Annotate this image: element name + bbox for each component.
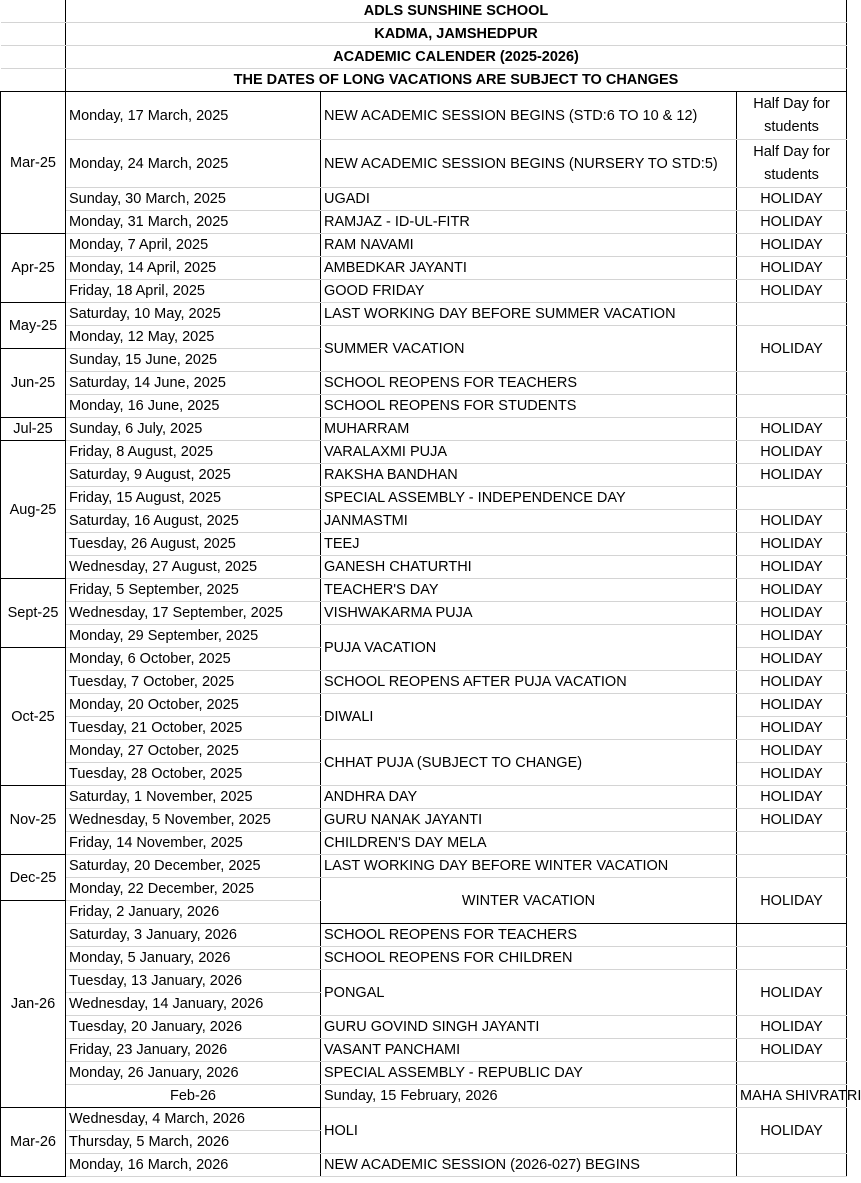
date-cell: Monday, 6 October, 2025 — [66, 648, 321, 671]
month-label: Dec-25 — [1, 855, 66, 901]
event-cell: MAHA SHIVRATRI — [737, 1085, 847, 1108]
status-cell: HOLIDAY — [737, 464, 847, 487]
status-cell: HOLIDAY — [737, 786, 847, 809]
event-cell: SCHOOL REOPENS AFTER PUJA VACATION — [321, 671, 737, 694]
table-row — [1, 1062, 847, 1085]
status-cell — [737, 487, 847, 510]
date-cell: Monday, 12 May, 2025 — [66, 326, 321, 349]
month-label: Jan-26 — [1, 901, 66, 1108]
table-row — [1, 140, 847, 188]
status-cell — [737, 855, 847, 878]
event-cell: NEW ACADEMIC SESSION BEGINS (NURSERY TO STD:5) — [321, 140, 737, 188]
status-cell: Half Day for students — [737, 140, 847, 188]
table-row — [1, 533, 847, 556]
status-cell: HOLIDAY — [737, 970, 847, 1016]
table-row — [1, 694, 847, 717]
vacation-note: THE DATES OF LONG VACATIONS ARE SUBJECT TO CHANGES — [66, 69, 847, 92]
event-cell: CHHAT PUJA (SUBJECT TO CHANGE) — [321, 740, 737, 786]
date-cell: Tuesday, 7 October, 2025 — [66, 671, 321, 694]
event-cell: JANMASTMI — [321, 510, 737, 533]
date-cell: Saturday, 14 June, 2025 — [66, 372, 321, 395]
date-cell: Monday, 27 October, 2025 — [66, 740, 321, 763]
status-cell: HOLIDAY — [737, 809, 847, 832]
table-row — [1, 878, 847, 901]
table-row — [1, 441, 847, 464]
calendar-title: ACADEMIC CALENDER (2025-2026) — [66, 46, 847, 69]
month-label: Aug-25 — [1, 441, 66, 579]
status-cell — [737, 1154, 847, 1177]
status-cell: HOLIDAY — [737, 717, 847, 740]
date-cell: Wednesday, 4 March, 2026 — [66, 1108, 321, 1131]
status-cell: HOLIDAY — [737, 533, 847, 556]
date-cell: Monday, 20 October, 2025 — [66, 694, 321, 717]
month-label: Nov-25 — [1, 786, 66, 855]
date-cell: Friday, 14 November, 2025 — [66, 832, 321, 855]
table-row — [1, 1108, 847, 1131]
date-cell: Tuesday, 20 January, 2026 — [66, 1016, 321, 1039]
date-cell: Tuesday, 21 October, 2025 — [66, 717, 321, 740]
school-name: ADLS SUNSHINE SCHOOL — [66, 0, 847, 23]
month-label: Oct-25 — [1, 648, 66, 786]
date-cell: Wednesday, 5 November, 2025 — [66, 809, 321, 832]
event-cell: SPECIAL ASSEMBLY - INDEPENDENCE DAY — [321, 487, 737, 510]
date-cell: Tuesday, 28 October, 2025 — [66, 763, 321, 786]
event-cell: NEW ACADEMIC SESSION (2026-027) BEGINS — [321, 1154, 737, 1177]
month-label: May-25 — [1, 303, 66, 349]
table-row — [1, 579, 847, 602]
date-cell: Saturday, 9 August, 2025 — [66, 464, 321, 487]
status-cell: HOLIDAY — [737, 1016, 847, 1039]
date-cell: Friday, 2 January, 2026 — [66, 901, 321, 924]
event-cell: PUJA VACATION — [321, 625, 737, 671]
event-cell: TEEJ — [321, 533, 737, 556]
date-cell: Thursday, 5 March, 2026 — [66, 1131, 321, 1154]
table-row — [1, 809, 847, 832]
date-cell: Saturday, 10 May, 2025 — [66, 303, 321, 326]
table-row — [1, 395, 847, 418]
date-cell: Wednesday, 27 August, 2025 — [66, 556, 321, 579]
event-cell: TEACHER'S DAY — [321, 579, 737, 602]
table-row — [1, 211, 847, 234]
date-cell: Monday, 26 January, 2026 — [66, 1062, 321, 1085]
table-row — [1, 280, 847, 303]
month-label: Mar-25 — [1, 92, 66, 234]
event-cell: RAKSHA BANDHAN — [321, 464, 737, 487]
event-cell: GURU GOVIND SINGH JAYANTI — [321, 1016, 737, 1039]
table-row — [1, 303, 847, 326]
status-cell: HOLIDAY — [737, 878, 847, 924]
event-cell: SUMMER VACATION — [321, 326, 737, 372]
event-cell: LAST WORKING DAY BEFORE WINTER VACATION — [321, 855, 737, 878]
event-cell: CHILDREN'S DAY MELA — [321, 832, 737, 855]
status-cell — [737, 303, 847, 326]
date-cell: Monday, 14 April, 2025 — [66, 257, 321, 280]
date-cell: Friday, 5 September, 2025 — [66, 579, 321, 602]
event-cell: SCHOOL REOPENS FOR TEACHERS — [321, 924, 737, 947]
status-cell: HOLIDAY — [737, 441, 847, 464]
date-cell: Saturday, 16 August, 2025 — [66, 510, 321, 533]
date-cell: Monday, 16 March, 2026 — [66, 1154, 321, 1177]
event-cell: PONGAL — [321, 970, 737, 1016]
date-cell: Sunday, 15 February, 2026 — [321, 1085, 737, 1108]
event-cell: AMBEDKAR JAYANTI — [321, 257, 737, 280]
table-row — [1, 372, 847, 395]
month-label: Jun-25 — [1, 349, 66, 418]
status-cell: HOLIDAY — [737, 579, 847, 602]
status-cell — [737, 372, 847, 395]
status-cell — [737, 832, 847, 855]
status-cell: HOLIDAY — [737, 188, 847, 211]
table-row — [1, 464, 847, 487]
date-cell: Monday, 5 January, 2026 — [66, 947, 321, 970]
status-cell: HOLIDAY — [737, 234, 847, 257]
status-cell: HOLIDAY — [737, 648, 847, 671]
event-cell: GURU NANAK JAYANTI — [321, 809, 737, 832]
table-row — [1, 188, 847, 211]
header-row-location — [1, 23, 847, 46]
event-cell: VASANT PANCHAMI — [321, 1039, 737, 1062]
event-cell: SPECIAL ASSEMBLY - REPUBLIC DAY — [321, 1062, 737, 1085]
event-cell: RAM NAVAMI — [321, 234, 737, 257]
status-cell: HOLIDAY — [737, 763, 847, 786]
table-row — [1, 855, 847, 878]
date-cell: Monday, 16 June, 2025 — [66, 395, 321, 418]
date-cell: Wednesday, 17 September, 2025 — [66, 602, 321, 625]
date-cell: Monday, 31 March, 2025 — [66, 211, 321, 234]
table-row — [1, 625, 847, 648]
table-row — [1, 510, 847, 533]
month-label: Mar-26 — [1, 1108, 66, 1177]
status-cell: HOLIDAY — [737, 211, 847, 234]
event-cell: RAMJAZ - ID-UL-FITR — [321, 211, 737, 234]
date-cell: Monday, 22 December, 2025 — [66, 878, 321, 901]
month-label: Apr-25 — [1, 234, 66, 303]
month-label: Jul-25 — [1, 418, 66, 441]
month-label: Sept-25 — [1, 579, 66, 648]
table-row — [1, 92, 847, 140]
table-row — [1, 556, 847, 579]
status-cell: HOLIDAY — [737, 625, 847, 648]
date-cell: Tuesday, 13 January, 2026 — [66, 970, 321, 993]
header-row-title — [1, 46, 847, 69]
status-cell: HOLIDAY — [737, 740, 847, 763]
status-cell — [737, 395, 847, 418]
event-cell: SCHOOL REOPENS FOR STUDENTS — [321, 395, 737, 418]
table-row — [1, 1154, 847, 1177]
header-row-school — [1, 0, 847, 23]
date-cell: Sunday, 6 July, 2025 — [66, 418, 321, 441]
table-row — [1, 786, 847, 809]
status-cell: HOLIDAY — [737, 280, 847, 303]
table-row — [1, 947, 847, 970]
table-row — [1, 740, 847, 763]
event-cell: UGADI — [321, 188, 737, 211]
date-cell: Saturday, 1 November, 2025 — [66, 786, 321, 809]
status-cell — [737, 1062, 847, 1085]
date-cell: Saturday, 20 December, 2025 — [66, 855, 321, 878]
date-cell: Friday, 18 April, 2025 — [66, 280, 321, 303]
status-cell: HOLIDAY — [737, 418, 847, 441]
event-cell: SCHOOL REOPENS FOR CHILDREN — [321, 947, 737, 970]
date-cell: Monday, 17 March, 2025 — [66, 92, 321, 140]
event-cell: NEW ACADEMIC SESSION BEGINS (STD:6 TO 10 & 12) — [321, 92, 737, 140]
table-row — [1, 1039, 847, 1062]
status-cell: HOLIDAY — [737, 1039, 847, 1062]
table-row — [1, 832, 847, 855]
event-cell: HOLI — [321, 1108, 737, 1154]
month-label: Feb-26 — [66, 1085, 321, 1108]
header-row-note — [1, 69, 847, 92]
event-cell: SCHOOL REOPENS FOR TEACHERS — [321, 372, 737, 395]
date-cell: Friday, 15 August, 2025 — [66, 487, 321, 510]
status-cell: HOLIDAY — [737, 510, 847, 533]
status-cell: HOLIDAY — [737, 602, 847, 625]
event-cell: WINTER VACATION — [321, 878, 737, 924]
table-row — [1, 602, 847, 625]
event-cell: LAST WORKING DAY BEFORE SUMMER VACATION — [321, 303, 737, 326]
date-cell: Wednesday, 14 January, 2026 — [66, 993, 321, 1016]
event-cell: VARALAXMI PUJA — [321, 441, 737, 464]
date-cell: Monday, 7 April, 2025 — [66, 234, 321, 257]
date-cell: Monday, 24 March, 2025 — [66, 140, 321, 188]
status-cell: HOLIDAY — [737, 556, 847, 579]
table-row — [1, 1016, 847, 1039]
status-cell — [737, 924, 847, 947]
status-cell: HOLIDAY — [737, 1108, 847, 1154]
date-cell: Saturday, 3 January, 2026 — [66, 924, 321, 947]
status-cell — [737, 947, 847, 970]
table-row — [1, 487, 847, 510]
date-cell: Friday, 23 January, 2026 — [66, 1039, 321, 1062]
event-cell: GANESH CHATURTHI — [321, 556, 737, 579]
table-row — [1, 1085, 847, 1108]
status-cell: HOLIDAY — [737, 694, 847, 717]
table-row — [1, 234, 847, 257]
status-cell: HOLIDAY — [737, 671, 847, 694]
status-cell: HOLIDAY — [737, 257, 847, 280]
event-cell: VISHWAKARMA PUJA — [321, 602, 737, 625]
date-cell: Monday, 29 September, 2025 — [66, 625, 321, 648]
table-row — [1, 257, 847, 280]
event-cell: GOOD FRIDAY — [321, 280, 737, 303]
status-cell: Half Day for students — [737, 92, 847, 140]
table-row — [1, 970, 847, 993]
table-row — [1, 418, 847, 441]
status-cell: HOLIDAY — [737, 326, 847, 372]
table-row — [1, 924, 847, 947]
table-row — [1, 671, 847, 694]
event-cell: DIWALI — [321, 694, 737, 740]
date-cell: Sunday, 15 June, 2025 — [66, 349, 321, 372]
date-cell: Sunday, 30 March, 2025 — [66, 188, 321, 211]
school-location: KADMA, JAMSHEDPUR — [66, 23, 847, 46]
date-cell: Friday, 8 August, 2025 — [66, 441, 321, 464]
table-row — [1, 326, 847, 349]
event-cell: MUHARRAM — [321, 418, 737, 441]
event-cell: ANDHRA DAY — [321, 786, 737, 809]
date-cell: Tuesday, 26 August, 2025 — [66, 533, 321, 556]
